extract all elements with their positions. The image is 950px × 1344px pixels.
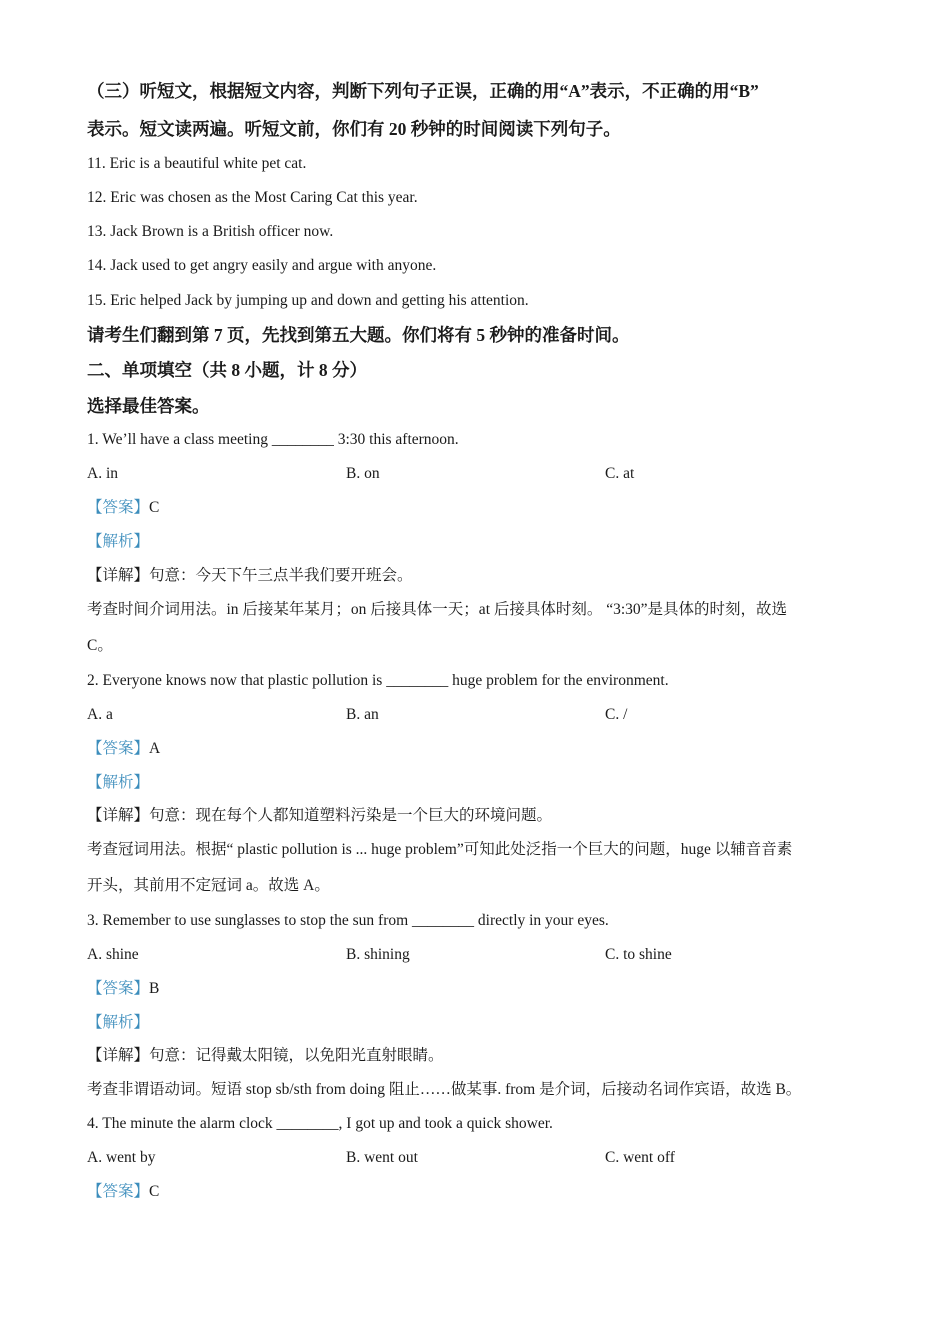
- option-c: C. /: [605, 706, 628, 723]
- option-c: C. at: [605, 465, 635, 482]
- detail-text: 句意：记得戴太阳镜，以免阳光直射眼睛。: [149, 1047, 444, 1064]
- question-stem: 2. Everyone knows now that plastic pollution is ________ huge problem for the environment.: [87, 672, 669, 689]
- section-heading-line1: （三）听短文，根据短文内容，判断下列句子正误，正确的用“A”表示，不正确的用“B”: [87, 81, 759, 101]
- option-c: C. went off: [605, 1149, 675, 1166]
- analysis-line: [87, 1013, 149, 1033]
- option-a: A. a: [87, 706, 113, 723]
- option-a: A. went by: [87, 1149, 156, 1166]
- answer-label: 【答案】: [87, 740, 150, 757]
- analysis-label: 【解析】: [87, 774, 150, 791]
- statement-item: 11. Eric is a beautiful white pet cat.: [87, 155, 307, 172]
- option-b: B. an: [346, 706, 379, 723]
- instruction-text: 请考生们翻到第 7 页，先找到第五大题。你们将有 5 秒钟的准备时间。: [87, 325, 630, 345]
- analysis-line: [87, 532, 149, 552]
- statement-item: 15. Eric helped Jack by jumping up and down and getting his attention.: [87, 292, 529, 309]
- explanation-line: 考查冠词用法。根据“ plastic pollution is ... huge problem”可知此处泛指一个巨大的问题，huge 以辅音音素: [87, 841, 793, 858]
- answer-value: A: [149, 740, 161, 757]
- answer-line: [87, 1182, 159, 1202]
- statement-item: 12. Eric was chosen as the Most Caring Cat this year.: [87, 189, 418, 206]
- answer-line: [87, 739, 160, 759]
- option-b: B. shining: [346, 946, 410, 963]
- question-stem: 4. The minute the alarm clock ________, I got up and took a quick shower.: [87, 1115, 553, 1132]
- option-a: A. shine: [87, 946, 139, 963]
- detail-line: [87, 1046, 444, 1066]
- explanation-line: 考查非谓语动词。短语 stop sb/sth from doing 阻止……做某事. from 是介词，后接动名词作宾语，故选 B。: [87, 1081, 802, 1098]
- option-b: B. went out: [346, 1149, 418, 1166]
- analysis-label: 【解析】: [87, 1014, 150, 1031]
- answer-line: [87, 498, 159, 518]
- part-subtitle: 选择最佳答案。: [87, 396, 210, 416]
- detail-line: [87, 806, 552, 826]
- analysis-label: 【解析】: [87, 533, 150, 550]
- detail-text: 句意：现在每个人都知道塑料污染是一个巨大的环境问题。: [149, 807, 553, 824]
- detail-text: 句意：今天下午三点半我们要开班会。: [149, 567, 413, 584]
- explanation-line: C。: [87, 637, 113, 654]
- detail-label: 【详解】: [87, 1047, 150, 1064]
- answer-value: C: [149, 499, 160, 516]
- explanation-line: 考查时间介词用法。in 后接某年某月；on 后接具体一天；at 后接具体时刻。 “3:30”是具体的时刻，故选: [87, 601, 788, 618]
- answer-label: 【答案】: [87, 1183, 150, 1200]
- section-heading-line2: 表示。短文读两遍。听短文前，你们有 20 秒钟的时间阅读下列句子。: [87, 119, 621, 139]
- statement-item: 13. Jack Brown is a British officer now.: [87, 223, 334, 240]
- answer-label: 【答案】: [87, 980, 150, 997]
- option-c: C. to shine: [605, 946, 672, 963]
- part-title: 二、单项填空（共 8 小题，计 8 分）: [87, 360, 367, 380]
- answer-line: [87, 979, 159, 999]
- answer-label: 【答案】: [87, 499, 150, 516]
- option-a: A. in: [87, 465, 118, 482]
- detail-label: 【详解】: [87, 567, 150, 584]
- question-stem: 1. We’ll have a class meeting ________ 3:30 this afternoon.: [87, 431, 459, 448]
- answer-value: C: [149, 1183, 160, 1200]
- explanation-line: 开头，其前用不定冠词 a。故选 A。: [87, 877, 330, 894]
- analysis-line: [87, 773, 149, 793]
- option-b: B. on: [346, 465, 380, 482]
- question-stem: 3. Remember to use sunglasses to stop the sun from ________ directly in your eyes.: [87, 912, 609, 929]
- detail-line: [87, 566, 413, 586]
- answer-value: B: [149, 980, 160, 997]
- statement-item: 14. Jack used to get angry easily and argue with anyone.: [87, 257, 437, 274]
- detail-label: 【详解】: [87, 807, 150, 824]
